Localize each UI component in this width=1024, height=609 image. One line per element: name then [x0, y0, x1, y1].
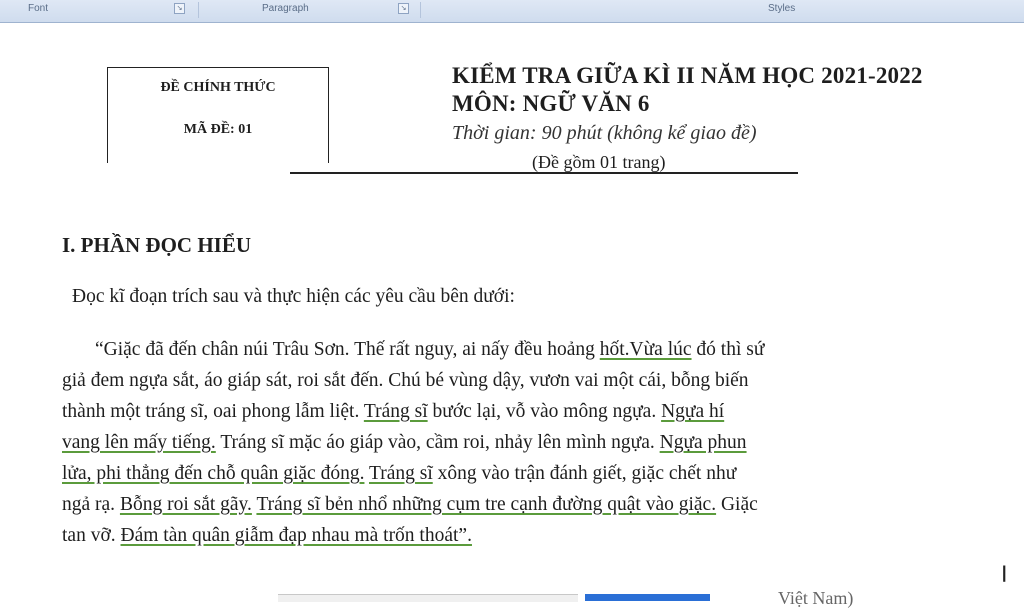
paragraph-dialog-launcher-icon[interactable]: ↘: [398, 3, 409, 14]
underlined-phrase: Tráng sĩ: [368, 463, 433, 484]
ribbon-separator: [198, 2, 199, 18]
underlined-phrase: Tráng sĩ: [363, 401, 428, 422]
underlined-phrase: hốt.Vừa lúc: [599, 339, 692, 360]
underlined-phrase: Ngựa hí: [661, 401, 725, 422]
bottom-partial-text: Việt Nam): [778, 588, 854, 608]
ribbon-group-paragraph-label: Paragraph: [262, 3, 309, 14]
bottom-blue-highlight: [585, 594, 710, 601]
underlined-phrase: Đám tàn quân giẫm đạp nhau mà trốn thoát”.: [120, 525, 472, 546]
underlined-phrase: Tráng sĩ bẻn nhổ những cụm tre cạnh đường quật vào giặc.: [256, 494, 717, 515]
passage-line: thành một tráng sĩ, oai phong lẫm liệt. Tráng sĩ bước lại, vỗ vào mông ngựa. Ngựa hí: [62, 401, 725, 422]
underlined-phrase: Bỗng roi sắt gãy.: [119, 494, 252, 515]
passage-line: tan vỡ. Đám tàn quân giẫm đạp nhau mà trốn thoát”.: [62, 525, 472, 546]
font-dialog-launcher-icon[interactable]: ↘: [174, 3, 185, 14]
document-page[interactable]: [0, 23, 1024, 608]
official-label: ĐỀ CHÍNH THỨC: [160, 80, 276, 95]
exam-subject: MÔN: NGỮ VĂN 6: [452, 91, 650, 116]
header-rule: [290, 172, 798, 174]
passage-line: giả đem ngựa sắt, áo giáp sát, roi sắt đến. Chú bé vùng dậy, vươn vai một cái, bỗng biến: [62, 370, 749, 391]
passage-line: vang lên mấy tiếng. Tráng sĩ mặc áo giáp vào, cầm roi, nhảy lên mình ngựa. Ngựa phun: [62, 432, 747, 453]
underlined-phrase: Ngựa phun: [659, 432, 747, 453]
passage-line: lửa, phi thẳng đến chỗ quân giặc đóng. Tráng sĩ xông vào trận đánh giết, giặc chết như: [62, 463, 737, 484]
official-exam-box: [107, 67, 329, 163]
word-ribbon: [0, 0, 1024, 23]
text-cursor-icon: Ι: [1001, 563, 1008, 588]
underlined-phrase: vang lên mấy tiếng.: [62, 432, 216, 453]
exam-time: Thời gian: 90 phút (không kể giao đề): [452, 122, 757, 144]
ribbon-separator: [420, 2, 421, 18]
passage: [62, 336, 997, 553]
ribbon-group-font-label: Font: [28, 3, 49, 14]
exam-code: MÃ ĐỀ: 01: [183, 122, 253, 137]
passage-line: “Giặc đã đến chân núi Trâu Sơn. Thế rất nguy, ai nấy đều hoảng hốt.Vừa lúc đó thì sứ: [95, 339, 765, 360]
instruction-text: Đọc kĩ đoạn trích sau và thực hiện các yêu cầu bên dưới:: [72, 286, 515, 307]
exam-page-count: (Đề gồm 01 trang): [532, 152, 666, 172]
ribbon-group-styles-label: Styles: [768, 3, 796, 14]
underlined-phrase: lửa, phi thẳng đến chỗ quân giặc đóng.: [62, 463, 365, 484]
passage-line: ngả rạ. Bỗng roi sắt gãy. Tráng sĩ bẻn nhổ những cụm tre cạnh đường quật vào giặc. Giặc: [62, 494, 758, 515]
exam-title: KIỂM TRA GIỮA KÌ II NĂM HỌC 2021-2022: [452, 63, 923, 88]
section-title: I. PHẦN ĐỌC HIỂU: [62, 233, 252, 257]
